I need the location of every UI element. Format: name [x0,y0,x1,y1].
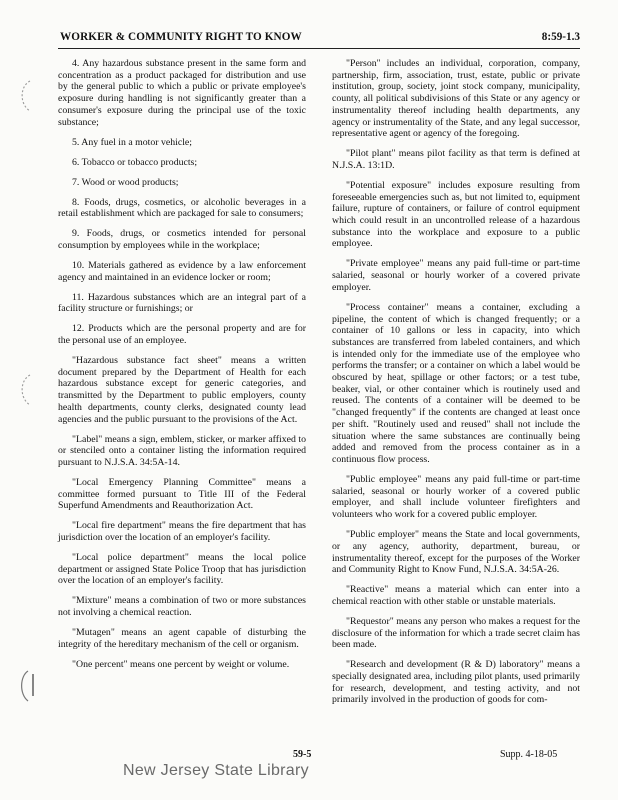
definition-paragraph: "Label" means a sign, emblem, sticker, or marker affixed to or stenciled onto a container listing the information required pursuant to N.J.S.A. 34:5A-14. [58,433,306,468]
definition-paragraph: "Public employee" means any paid full-time or part-time salaried, seasonal or hourly worker of a covered public employer, and shall include volunteer firefighters and volunteers who work for a covered public employer. [332,473,580,521]
right-column [332,58,580,714]
definition-paragraph: "Local Emergency Planning Committee" means a committee formed pursuant to Title III of the Federal Superfund Amendments and Reauthorization Act. [58,476,306,512]
punch-hole-mark [16,78,36,114]
punch-hole-mark [16,372,36,408]
definition-paragraph: "Research and development (R & D) laboratory" means a specially designated area, including pilot plants, used primarily for research, development, and testing activity, and not primarily involved in the production of goods for com- [332,659,580,706]
paragraph: 6. Tobacco or tobacco products; [72,156,198,168]
definition-paragraph: "Mixture" means a combination of two or more substances not involving a chemical reaction. [58,595,306,619]
paragraph: 8. Foods, drugs, cosmetics, or alcoholic beverages in a retail establishment which are packaged for sale to consumers; [58,196,306,220]
paragraph: 4. Any hazardous substance present in the same form and concentration as a product packaged for distribution and use by the general public to which a public or private employee's exposure during handling is not significantly greater than a consumer's exposure during the principal use of the toxic substance; [58,58,306,128]
definition-paragraph: "Private employee" means any paid full-time or part-time salaried, seasonal or hourly worker of a covered private employer. [332,258,580,293]
definition-paragraph: "Person" includes an individual, corporation, company, partnership, firm, association, trust, estate, public or private institution, group, society, joint stock company, municipality, county, all political subdivisions of this State or any agency or instrumentality thereof including health departments, any agency or instrumentality of the State, and any legal successor, representative agent or agency of the foregoing. [332,58,580,140]
paragraph: 12. Products which are the personal property and are for the personal use of an employee. [58,323,306,347]
definition-paragraph: "One percent" means one percent by weight or volume. [72,658,290,670]
paragraph: 7. Wood or wood products; [72,176,179,188]
paragraph: 5. Any fuel in a motor vehicle; [72,136,192,148]
definition-paragraph: "Reactive" means a material which can enter into a chemical reaction with other stable or unstable materials. [332,584,580,607]
definition-paragraph: "Pilot plant" means pilot facility as that term is defined at N.J.S.A. 13:1D. [332,148,580,171]
punch-hole-mark [16,668,36,704]
paragraph: 10. Materials gathered as evidence by a law enforcement agency and maintained in an evidence locker or room; [58,259,306,283]
running-header [58,26,580,49]
definition-paragraph: "Process container" means a container, excluding a pipeline, the content of which is changed frequently; or a container of 10 gallons or less in capacity, into which substances are transferred from labeled containers, and which is intended only for the immediate use of the employee who performs the transfer; or a container on which a label would be obscured by heat, spillage or other factors; or a test tube, beaker, vial, or other container which is routinely used and reused. The contents of a container will be deemed to be "changed frequently" if the contents are changed at least once per shift. "Routinely used and reused" shall not include the situation where the same substances are continually being added and removed from the process container as in a continuous flow process. [332,301,580,465]
paragraph: 9. Foods, drugs, or cosmetics intended for personal consumption by employees while in the workplace; [58,228,306,251]
definition-paragraph: "Requestor" means any person who makes a request for the disclosure of the information for which a trade secret claim has been made. [332,615,580,651]
definition-paragraph: "Potential exposure" includes exposure resulting from foreseeable emergencies such as, but not limited to, equipment failure, rupture of containers, or failure of control equipment which could result in an uncontrolled release of a hazardous substance into the workplace and exposure to a public employee. [332,179,580,250]
library-stamp: New Jersey State Library [123,762,309,779]
left-column [58,58,306,679]
header-section-number: 8:59-1.3 [541,31,580,43]
definition-paragraph: "Mutagen" means an agent capable of disturbing the integrity of the hereditary mechanism of the cell or organism. [58,627,306,650]
definition-paragraph: "Local fire department" means the fire department that has jurisdiction over the location of an employer's facility. [58,520,306,544]
definition-paragraph: "Local police department" means the local police department or assigned State Police Troop that has jurisdiction over the location of an employer's facility. [58,552,306,587]
page-number: 59-5 [293,749,312,760]
paragraph: 11. Hazardous substances which are an integral part of a facility structure or furnishings; or [58,291,306,315]
supplement-date: Supp. 4-18-05 [500,749,558,760]
definition-paragraph: "Hazardous substance fact sheet" means a written document prepared by the Department of Health for each hazardous substance except for generic categories, and transmitted by the Department to public employers, county health departments, county clerks, designated county lead agencies and the public pursuant to the provisions of the Act. [58,355,306,425]
definition-paragraph: "Public employer" means the State and local governments, or any agency, authority, department, bureau, or instrumentality thereof, except for the purposes of the Worker and Community Right to Know Fund, N.J.S.A. 34:5A-26. [332,529,580,576]
header-title: WORKER & COMMUNITY RIGHT TO KNOW [60,31,302,43]
